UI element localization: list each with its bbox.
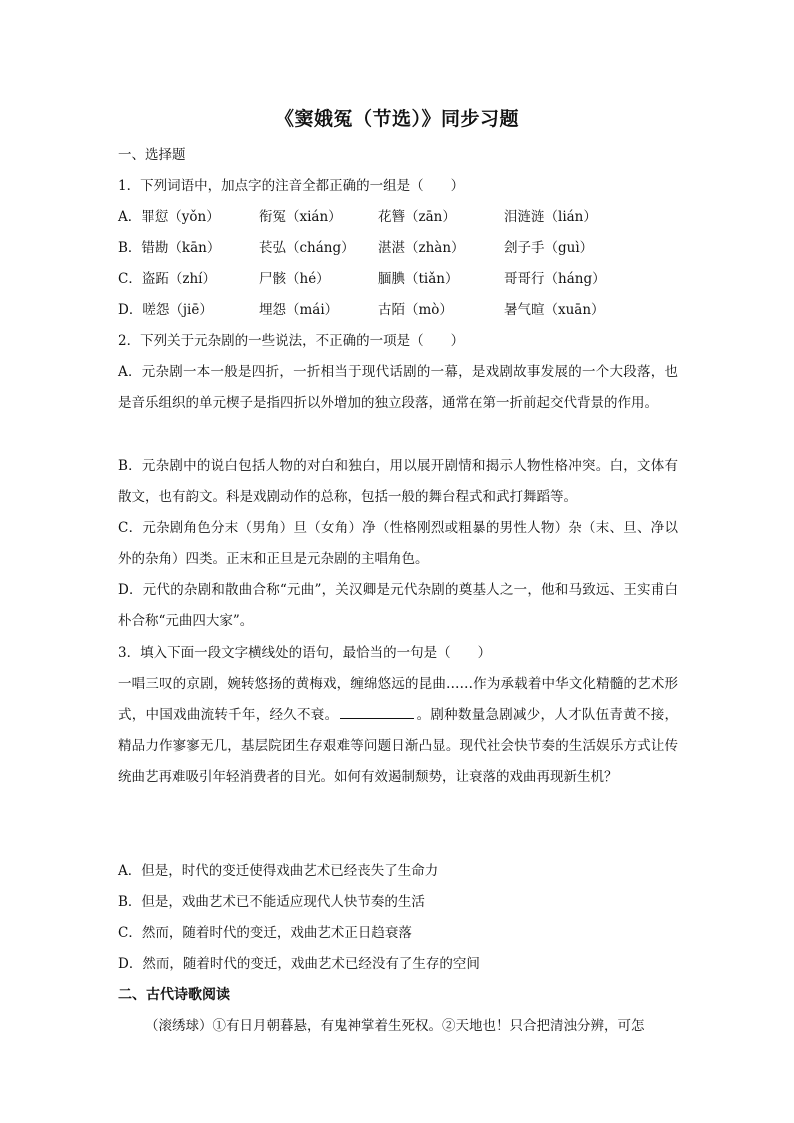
question-3-option-a: A．但是，时代的变迁使得戏曲艺术已经丧失了生命力 xyxy=(118,863,439,879)
question-3-option-d: D．然而，随着时代的变迁，戏曲艺术已经没有了生存的空间 xyxy=(118,956,480,972)
question-2-option-b: B．元杂剧中的说白包括人物的对白和独白，用以展开剧情和揭示人物性格冲突。白，文体有散文，也有韵文。科是戏剧动作的总称，包括一般的舞台程式和武打舞蹈等。 xyxy=(118,458,678,505)
option-b-item-1: B．错勘（kān） xyxy=(118,240,221,256)
section-heading-poetry: 二、古代诗歌阅读 xyxy=(118,987,230,1003)
page-title: 《窦娥冤（节选）》同步习题 xyxy=(274,108,519,130)
question-2-option-d: D．元代的杂剧和散曲合称“元曲”，关汉卿是元代杂剧的奠基人之一，他和马致远、王实甫白朴合称“元曲四大家”。 xyxy=(118,582,678,629)
option-d-item-3: 古陌（mò） xyxy=(378,302,453,318)
question-2-option-c: C．元杂剧角色分末（男角）旦（女角）净（性格刚烈或粗暴的男性人物）杂（末、旦、净以外的杂角）四类。正末和正旦是元杂剧的主唱角色。 xyxy=(118,520,678,567)
option-d-item-4: 暑气暄（xuān） xyxy=(504,302,605,318)
option-a-item-3: 花簪（zān） xyxy=(378,209,456,225)
option-a-item-4: 泪涟涟（lián） xyxy=(504,209,597,225)
poem-first-line: （滚绣球）①有日月朝暮悬，有鬼神掌着生死权。②天地也！只合把清浊分辨，可怎 xyxy=(145,1018,645,1034)
passage-after-blank: 。剧种数量急剧减少，人才队伍青黄不接，精品力作寥寥无几，基层院团生存艰难等问题日渐凸显。现代社会快节奏的生活娱乐方式让传统曲艺再难吸引年轻消费者的目光。如何有效遏制颓势，让衰落的戏曲再现新生机？ xyxy=(118,707,679,785)
option-a-item-2: 衔冤（xián） xyxy=(259,209,342,225)
question-3-option-c: C．然而，随着时代的变迁，戏曲艺术正日趋衰落 xyxy=(118,925,412,941)
option-a-item-1: A．罪愆（yǒn） xyxy=(118,209,220,225)
option-b-item-3: 湛湛（zhàn） xyxy=(378,240,465,256)
option-c-item-4: 哥哥行（háng） xyxy=(504,271,606,287)
answer-blank xyxy=(340,704,414,719)
question-1-stem: 1．下列词语中，加点字的注音全都正确的一组是（ ） xyxy=(118,178,465,194)
option-b-item-2: 苌弘（cháng） xyxy=(259,240,355,256)
option-c-item-1: C．盗跖（zhí） xyxy=(118,271,216,287)
option-c-item-2: 尸骸（hé） xyxy=(259,271,330,287)
section-heading-choice: 一、选择题 xyxy=(118,147,186,163)
question-3-option-b: B．但是，戏曲艺术已不能适应现代人快节奏的生活 xyxy=(118,894,425,910)
option-c-item-3: 腼腆（tiǎn） xyxy=(378,271,459,287)
question-3-passage xyxy=(118,669,678,793)
passage-before-blank: 一唱三叹的京剧，婉转悠扬的黄梅戏，缠绵悠远的昆曲……作为承载着中华文化精髓的艺术形式，中国戏曲流转千年，经久不衰。 xyxy=(118,676,678,723)
question-2-stem: 2．下列关于元杂剧的一些说法，不正确的一项是（ ） xyxy=(118,333,465,349)
option-b-item-4: 刽子手（guì） xyxy=(504,240,594,256)
question-2-option-a: A．元杂剧一本一般是四折，一折相当于现代话剧的一幕，是戏剧故事发展的一个大段落，也是音乐组织的单元楔子是指四折以外增加的独立段落，通常在第一折前起交代背景的作用。 xyxy=(118,364,678,411)
option-d-item-2: 埋怨（mái） xyxy=(259,302,339,318)
option-d-item-1: D．嗟怨（jiē） xyxy=(118,302,213,318)
question-3-stem: 3．填入下面一段文字横线处的语句，最恰当的一句是（ ） xyxy=(118,645,492,661)
